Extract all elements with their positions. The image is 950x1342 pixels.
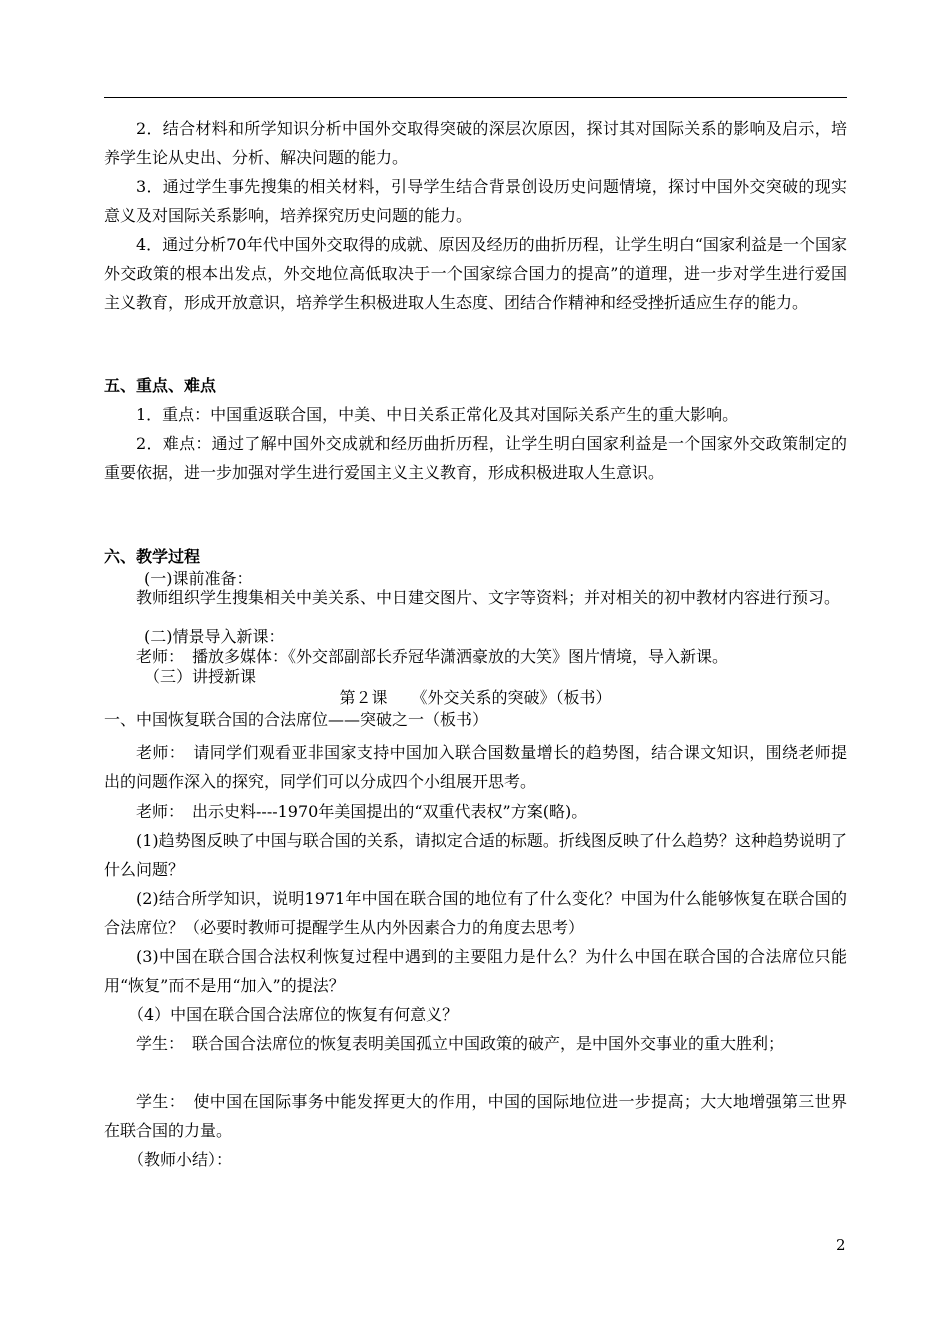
section-heading-key-points: 五、重点、难点 bbox=[104, 376, 217, 395]
header-rule bbox=[104, 97, 847, 98]
section-heading-teaching-process: 六、教学过程 bbox=[104, 547, 201, 566]
prep-text: 教师组织学生搜集相关中美关系、中日建交图片、文字等资料；并对相关的初中教材内容进行预习。 bbox=[136, 588, 841, 607]
question-3: (3)中国在联合国合法权利恢复过程中遇到的主要阻力是什么？为什么中国在联合国的合法席位只能用“恢复”而不是用“加入”的提法？ bbox=[104, 947, 847, 995]
teacher-summary: （教师小结）： bbox=[128, 1150, 233, 1169]
intro-text: 老师： 播放多媒体：《外交部副部长乔冠华潇洒豪放的大笑》图片情境，导入新课。 bbox=[136, 647, 729, 666]
key-point: 1．重点：中国重返联合国，中美、中日关系正常化及其对国际关系产生的重大影响。 bbox=[136, 405, 739, 424]
question-1: (1)趋势图反映了中国与联合国的关系，请拟定合适的标题。折线图反映了什么趋势？这种趋势说明了什么问题？ bbox=[104, 831, 847, 879]
student-answer-2: 学生： 使中国在国际事务中能发挥更大的作用，中国的国际地位进一步提高；大大地增强第三世界在联合国的力量。 bbox=[104, 1092, 847, 1140]
part1-title: 一、中国恢复联合国的合法席位——突破之一（板书） bbox=[104, 710, 489, 729]
objective-4: 4．通过分析70年代中国外交取得的成就、原因及经历的曲折历程，让学生明白“国家利益是一个国家外交政策的根本出发点，外交地位高低取决于一个国家综合国力的提高”的道理，进一步对学生进行爱国主义教育，形成开放意识，培养学生积极进取人生态度、团结合作精神和经受挫折适应生存的能力。 bbox=[104, 235, 847, 312]
paragraph-teacher-1: 老师： 请同学们观看亚非国家支持中国加入联合国数量增长的趋势图，结合课文知识，围绕老师提出的问题作深入的探究，同学们可以分成四个小组展开思考。 bbox=[104, 743, 847, 791]
teach-title: （三）讲授新课 bbox=[144, 667, 257, 686]
objective-2: 2．结合材料和所学知识分析中国外交取得突破的深层次原因，探讨其对国际关系的影响及启示，培养学生论从史出、分析、解决问题的能力。 bbox=[104, 119, 847, 167]
lesson-title: 第２课 《外交关系的突破》（板书） bbox=[339, 688, 612, 707]
objective-3: 3．通过学生事先搜集的相关材料，引导学生结合背景创设历史问题情境，探讨中国外交突破的现实意义及对国际关系影响，培养探究历史问题的能力。 bbox=[104, 177, 847, 225]
paragraph-teacher-2: 老师： 出示史料----1970年美国提出的“双重代表权”方案(略)。 bbox=[136, 802, 588, 821]
page-number: 2 bbox=[836, 1236, 846, 1254]
question-4: （4）中国在联合国合法席位的恢复有何意义？ bbox=[128, 1005, 459, 1024]
student-answer-1: 学生： 联合国合法席位的恢复表明美国孤立中国政策的破产，是中国外交事业的重大胜利； bbox=[136, 1034, 785, 1053]
question-2: (2)结合所学知识，说明1971年中国在联合国的地位有了什么变化？中国为什么能够恢复在联合国的合法席位？（必要时教师可提醒学生从内外因素合力的角度去思考） bbox=[104, 889, 847, 937]
prep-title: (一)课前准备： bbox=[144, 569, 253, 588]
difficult-point: 2．难点：通过了解中国外交成就和经历曲折历程，让学生明白国家利益是一个国家外交政策制定的重要依据，进一步加强对学生进行爱国主义主义教育，形成积极进取人生意识。 bbox=[104, 434, 847, 482]
intro-title: (二)情景导入新课： bbox=[144, 627, 285, 646]
